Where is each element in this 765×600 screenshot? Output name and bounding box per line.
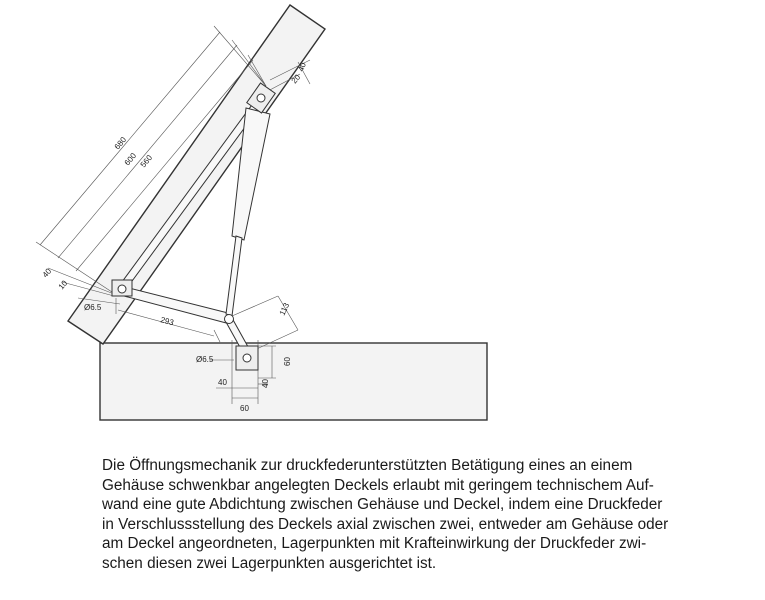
dim-40-horizontal: 40 <box>218 378 227 387</box>
dim-60-horizontal: 60 <box>240 404 249 413</box>
dim-560: 560 <box>138 153 155 170</box>
lid-panel <box>68 5 325 344</box>
dim-diameter-bottom: Ø6.5 <box>196 355 214 364</box>
dim-40-top: 40 <box>296 61 308 73</box>
description-line: wand eine gute Abdichtung zwischen Gehäuse und Deckel, indem eine Druckfeder <box>102 496 663 514</box>
dim-diameter-left: Ø6.5 <box>84 303 102 312</box>
gas-spring-rod <box>226 236 242 316</box>
dim-293: 293 <box>159 315 175 328</box>
left-pivot <box>118 285 126 293</box>
dim-113: 113 <box>277 301 292 317</box>
dim-10-left: 10 <box>56 278 70 292</box>
dim-60-vertical: 60 <box>283 357 292 366</box>
top-pivot <box>257 94 265 102</box>
middle-joint <box>225 315 234 324</box>
dim-680: 680 <box>112 135 129 152</box>
description-line: Gehäuse schwenkbar angelegten Deckels erlaubt mit geringem technischem Auf- <box>102 476 654 494</box>
description-paragraph <box>102 456 722 574</box>
housing-box <box>100 343 487 420</box>
description-line: schen diesen zwei Lagerpunkten ausgerichtet ist. <box>102 554 437 572</box>
support-arm <box>121 286 232 324</box>
description-line: in Verschlussstellung des Deckels axial zwischen zwei, entweder am Gehäuse oder <box>102 515 669 533</box>
dim-20-top: 20 <box>289 72 303 86</box>
dim-40-vertical: 40 <box>261 379 270 388</box>
description-line: Die Öffnungsmechanik zur druckfederunterstützten Betätigung eines an einem <box>102 457 633 474</box>
dim-40-left: 40 <box>40 266 54 280</box>
description-line: am Deckel angeordneten, Lagerpunkten mit Krafteinwirkung der Druckfeder zwi- <box>102 535 647 553</box>
dim-600: 600 <box>122 151 139 168</box>
bottom-pivot <box>243 354 251 362</box>
